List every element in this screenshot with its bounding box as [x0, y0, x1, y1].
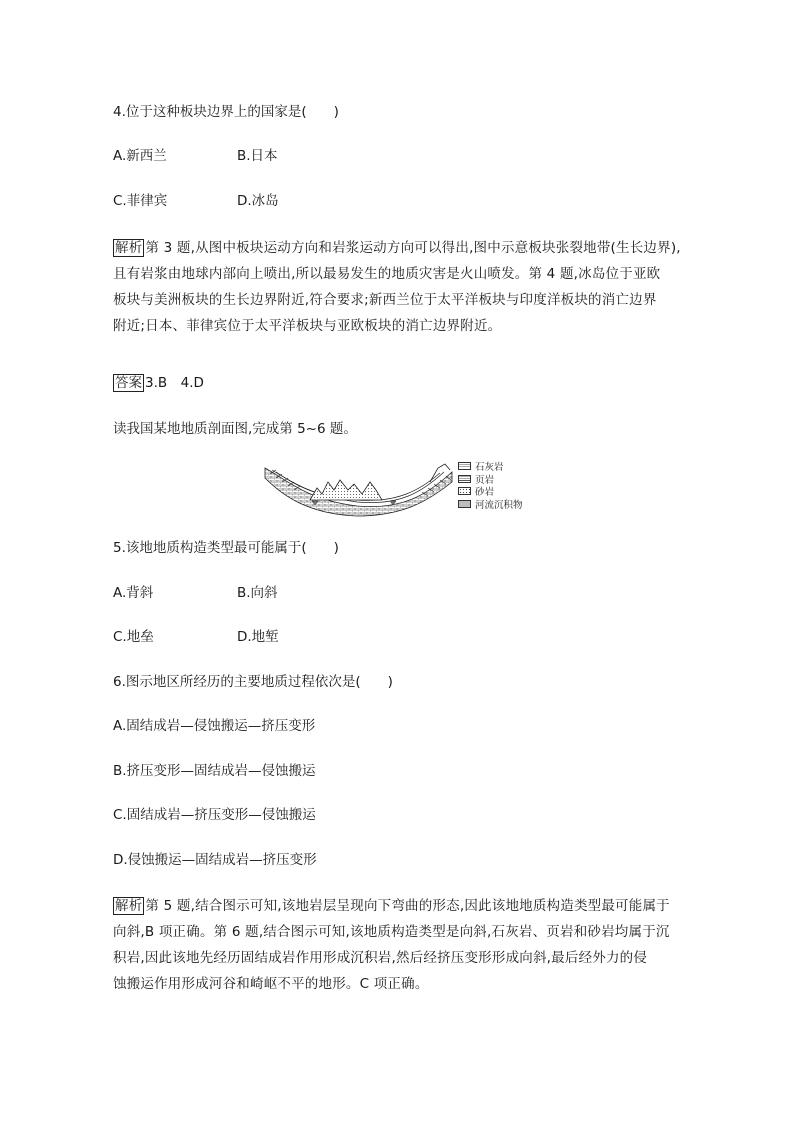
q4-option-d: D.冰岛 [237, 193, 279, 209]
analysis-1-line-3: 板块与美洲板块的生长边界附近,符合要求;新西兰位于太平洋板块与印度洋板块的消亡边界 [113, 292, 657, 308]
analysis-2-line-1: 解析 第 5 题,结合图示可知,该地岩层呈现向下弯曲的形态,因此该地地质构造类型最可能属于 [115, 898, 670, 914]
legend-item-river-sediment: 河流沉积物 [458, 498, 523, 511]
question-4-stem: 4.位于这种板块边界上的国家是( ) [113, 104, 339, 120]
q5-option-a: A.背斜 [113, 585, 154, 601]
answer-line [113, 373, 204, 393]
figure-intro: 读我国某地地质剖面图,完成第 5~6 题。 [113, 421, 357, 437]
shale-swatch-icon [458, 475, 471, 483]
q4-option-c: C.菲律宾 [113, 193, 168, 209]
analysis-2-line-3: 积岩,因此该地先经历固结成岩作用形成沉积岩,然后经挤压变形形成向斜,最后经外力的侵 [113, 950, 648, 966]
q5-option-d: D.地堑 [237, 629, 279, 645]
q6-option-b: B.挤压变形—固结成岩—侵蚀搬运 [113, 763, 316, 779]
q4-option-b: B.日本 [237, 148, 278, 164]
analysis-1-line-2: 且有岩浆由地球内部向上喷出,所以最易发生的地质灾害是火山喷发。第 4 题,冰岛位于亚欧 [113, 266, 661, 282]
analysis-2-line-2: 向斜,B 项正确。第 6 题,结合图示可知,该地质构造类型是向斜,石灰岩、页岩和砂岩均属于沉 [113, 924, 670, 940]
q6-option-c: C.固结成岩—挤压变形—侵蚀搬运 [113, 807, 316, 823]
q5-option-b: B.向斜 [237, 585, 278, 601]
question-6-stem: 6.图示地区所经历的主要地质过程依次是( ) [113, 674, 393, 690]
diagram-legend [458, 460, 523, 510]
analysis-tag: 解析 [115, 240, 143, 256]
analysis-2-line-4: 蚀搬运作用形成河谷和崎岖不平的地形。C 项正确。 [113, 976, 429, 992]
q5-option-c: C.地垒 [113, 629, 154, 645]
analysis-tag: 解析 [115, 898, 143, 914]
q4-option-a: A.新西兰 [113, 148, 167, 164]
analysis-1 [113, 235, 698, 339]
legend-item-limestone: 石灰岩 [458, 460, 523, 473]
q6-option-d: D.侵蚀搬运—固结成岩—挤压变形 [113, 852, 317, 868]
sandstone-swatch-icon [458, 487, 471, 495]
river-sediment-swatch-icon [458, 500, 471, 508]
question-5-stem: 5.该地地质构造类型最可能属于( ) [113, 540, 339, 556]
q6-option-a: A.固结成岩—侵蚀搬运—挤压变形 [113, 718, 316, 734]
analysis-2 [113, 893, 698, 997]
legend-item-shale: 页岩 [458, 473, 523, 486]
legend-item-sandstone: 砂岩 [458, 485, 523, 498]
analysis-1-line-1: 解析 第 3 题,从图中板块运动方向和岩浆运动方向可以得出,图中示意板块张裂地带(生长边界), [115, 240, 681, 256]
answer-text: 3.B 4.D [145, 375, 204, 391]
limestone-swatch-icon [458, 462, 471, 470]
answer-tag: 答案 [115, 375, 142, 391]
analysis-1-line-4: 附近;日本、菲律宾位于太平洋板块与亚欧板块的消亡边界附近。 [113, 318, 502, 334]
geologic-cross-section [262, 460, 457, 520]
